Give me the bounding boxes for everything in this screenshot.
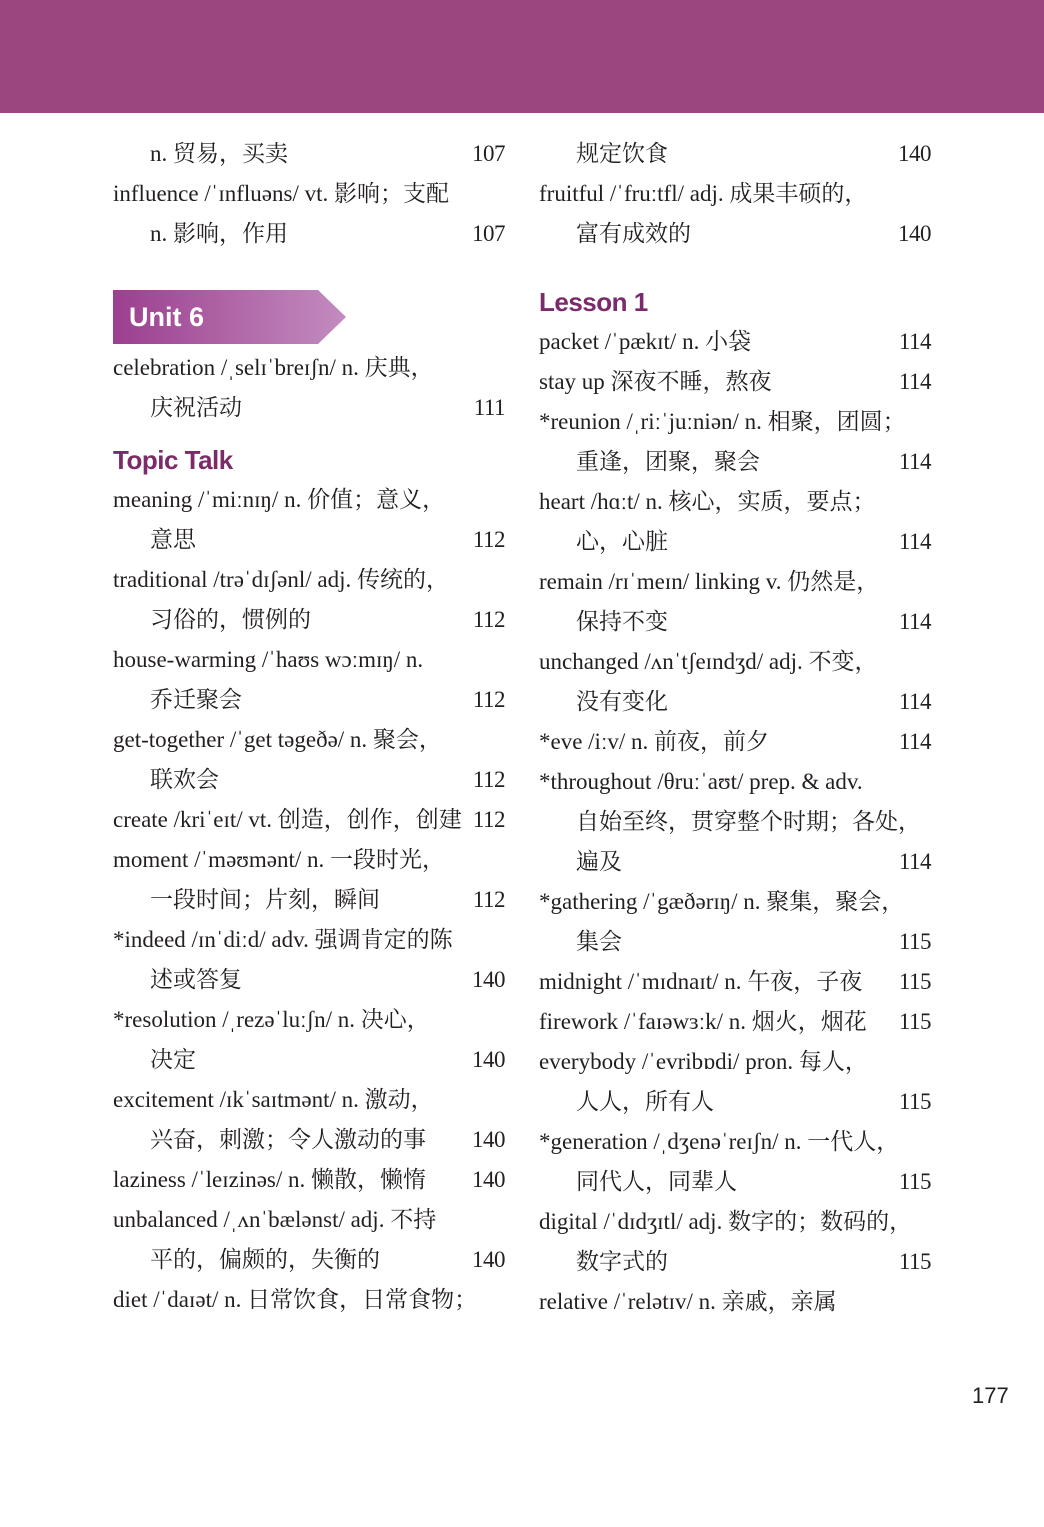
entry-text: stay up 深夜不睡，熬夜	[539, 369, 772, 394]
page-ref: 112	[472, 527, 505, 552]
page-ref: 140	[472, 1047, 505, 1072]
entry-text: moment /ˈməʊmənt/ n. 一段时光，	[113, 847, 446, 872]
glossary-entry	[113, 134, 505, 174]
page-ref: 107	[472, 221, 505, 246]
entry-text: *generation /ˌdʒenəˈreɪʃn/ n. 一代人，	[539, 1129, 900, 1154]
entry-text: 决定	[150, 1047, 196, 1072]
glossary-entry	[539, 362, 931, 402]
glossary-entry	[539, 842, 931, 882]
page-ref: 140	[898, 141, 931, 166]
glossary-entry	[539, 642, 931, 682]
entry-text: unchanged /ʌnˈtʃeɪndʒd/ adj. 不变，	[539, 649, 878, 674]
glossary-entry	[113, 880, 505, 920]
page-ref: 114	[898, 729, 931, 754]
glossary-entry	[113, 800, 505, 840]
entry-text: 没有变化	[576, 689, 668, 714]
glossary-entry	[539, 1282, 931, 1322]
glossary-entry	[539, 174, 931, 214]
entry-text: laziness /ˈleɪzinəs/ n. 懒散，懒惰	[113, 1167, 426, 1192]
glossary-entry	[113, 1120, 505, 1160]
glossary-entry	[539, 1002, 931, 1042]
page-ref: 114	[898, 529, 931, 554]
entry-text: fruitful /ˈfruːtfl/ adj. 成果丰硕的，	[539, 181, 868, 206]
entry-text: 习俗的，惯例的	[150, 607, 311, 632]
entry-text: *reunion /ˌriːˈjuːniən/ n. 相聚，团圆；	[539, 409, 906, 434]
entry-text: firework /ˈfaɪəwɜːk/ n. 烟火，烟花	[539, 1009, 867, 1034]
page-ref: 111	[473, 395, 505, 420]
entry-text: 遍及	[576, 849, 622, 874]
entry-text: 一段时间；片刻，瞬间	[150, 887, 380, 912]
entry-text: *eve /iːv/ n. 前夜，前夕	[539, 729, 769, 754]
entry-text: celebration /ˌselɪˈbreɪʃn/ n. 庆典，	[113, 355, 434, 380]
right-column	[539, 134, 931, 1322]
glossary-entry	[113, 388, 505, 428]
entry-text: everybody /ˈevribɒdi/ pron. 每人，	[539, 1049, 868, 1074]
page-ref: 114	[898, 369, 931, 394]
glossary-entry	[539, 722, 931, 762]
glossary-entry	[539, 1242, 931, 1282]
glossary-entry	[113, 720, 505, 760]
unit-title: Unit 6	[129, 302, 205, 332]
lesson-1-list	[539, 322, 931, 1322]
glossary-entry	[539, 922, 931, 962]
glossary-entry	[113, 1000, 505, 1040]
entry-text: 富有成效的	[576, 221, 691, 246]
glossary-entry	[113, 1240, 505, 1280]
entry-text: n. 影响，作用	[150, 221, 288, 246]
glossary-entry	[113, 640, 505, 680]
glossary-entry	[539, 402, 931, 442]
header-band	[0, 0, 1044, 113]
page-ref: 140	[472, 1127, 505, 1152]
page-ref: 140	[472, 1247, 505, 1272]
entry-text: midnight /ˈmɪdnaɪt/ n. 午夜，子夜	[539, 969, 863, 994]
glossary-entry	[113, 214, 505, 254]
glossary-entry	[113, 520, 505, 560]
entry-text: 自始至终，贯穿整个时期；各处，	[576, 809, 921, 834]
page-number: 177	[972, 1383, 1009, 1408]
glossary-entry	[539, 1162, 931, 1202]
glossary-entry	[113, 1080, 505, 1120]
entry-text: meaning /ˈmiːnɪŋ/ n. 价值；意义，	[113, 487, 446, 512]
page-ref: 114	[898, 449, 931, 474]
entry-text: 乔迁聚会	[150, 687, 242, 712]
entry-text: 规定饮食	[576, 141, 668, 166]
page-ref: 140	[472, 1167, 505, 1192]
glossary-entry	[539, 682, 931, 722]
entry-text: 同代人，同辈人	[576, 1169, 737, 1194]
page-ref: 114	[898, 329, 931, 354]
glossary-entry	[113, 348, 505, 388]
page-ref: 112	[472, 807, 505, 832]
glossary-entry	[113, 480, 505, 520]
glossary-entry	[113, 960, 505, 1000]
glossary-entry	[539, 602, 931, 642]
page-ref: 140	[472, 967, 505, 992]
entry-text: 心，心脏	[576, 529, 668, 554]
entry-text: 重逢，团聚，聚会	[576, 449, 760, 474]
glossary-entry	[113, 1040, 505, 1080]
section-heading-topic-talk: Topic Talk	[113, 445, 233, 475]
page-ref: 112	[472, 887, 505, 912]
glossary-entry	[539, 762, 931, 802]
page-ref: 112	[472, 687, 505, 712]
glossary-entry	[113, 840, 505, 880]
entry-text: create /kriˈeɪt/ vt. 创造，创作，创建	[113, 807, 462, 832]
entry-text: 联欢会	[150, 767, 219, 792]
entry-text: diet /ˈdaɪət/ n. 日常饮食，日常食物；	[113, 1287, 478, 1312]
entry-text: *throughout /θruːˈaʊt/ prep. & adv.	[539, 769, 863, 794]
entry-text: 数字式的	[576, 1249, 668, 1274]
entry-text: heart /hɑːt/ n. 核心，实质，要点；	[539, 489, 876, 514]
glossary-entry	[539, 134, 931, 174]
entry-text: 保持不变	[576, 609, 668, 634]
entry-text: 庆祝活动	[150, 395, 242, 420]
page-ref: 115	[898, 1009, 931, 1034]
glossary-entry	[539, 1122, 931, 1162]
entry-text: *gathering /ˈgæðərɪŋ/ n. 聚集，聚会，	[539, 889, 905, 914]
page-ref: 115	[898, 1089, 931, 1114]
glossary-entry	[539, 1082, 931, 1122]
entry-text: get-together /ˈget təgeðə/ n. 聚会，	[113, 727, 442, 752]
page-ref: 114	[898, 689, 931, 714]
entry-text: 述或答复	[150, 967, 242, 992]
glossary-entry	[539, 442, 931, 482]
section-heading-lesson-1: Lesson 1	[539, 287, 648, 317]
entry-text: influence /ˈɪnfluəns/ vt. 影响；支配	[113, 181, 449, 206]
glossary-entry	[113, 600, 505, 640]
entry-text: 人人，所有人	[576, 1089, 714, 1114]
page-ref: 112	[472, 607, 505, 632]
glossary-entry	[113, 680, 505, 720]
glossary-entry	[113, 560, 505, 600]
entry-text: 集会	[576, 929, 622, 954]
entry-text: *indeed /ɪnˈdiːd/ adv. 强调肯定的陈	[113, 927, 453, 952]
glossary-entry	[539, 562, 931, 602]
entry-text: 兴奋，刺激；令人激动的事	[150, 1127, 426, 1152]
entry-text: traditional /trəˈdɪʃənl/ adj. 传统的，	[113, 567, 449, 592]
glossary-entry	[539, 482, 931, 522]
page-ref: 107	[472, 141, 505, 166]
glossary-entry	[539, 522, 931, 562]
entry-text: digital /ˈdɪdʒɪtl/ adj. 数字的；数码的，	[539, 1209, 913, 1234]
glossary-entry	[113, 920, 505, 960]
entry-text: *resolution /ˌrezəˈluːʃn/ n. 决心，	[113, 1007, 430, 1032]
glossary-entry	[539, 322, 931, 362]
page-ref: 140	[898, 221, 931, 246]
entry-text: packet /ˈpækɪt/ n. 小袋	[539, 329, 752, 354]
glossary-entry	[539, 214, 931, 254]
glossary-entry	[539, 802, 931, 842]
entry-text: excitement /ɪkˈsaɪtmənt/ n. 激动，	[113, 1087, 434, 1112]
glossary-entry	[539, 962, 931, 1002]
page-ref: 112	[472, 767, 505, 792]
page-ref: 114	[898, 849, 931, 874]
glossary-entry	[539, 882, 931, 922]
entry-text: house-warming /ˈhaʊs wɔːmɪŋ/ n.	[113, 647, 424, 672]
glossary-entry	[539, 1202, 931, 1242]
page-ref: 115	[898, 929, 931, 954]
glossary-entry	[113, 1160, 505, 1200]
glossary-entry	[113, 1200, 505, 1240]
page-ref: 115	[898, 1249, 931, 1274]
page-ref: 114	[898, 609, 931, 634]
left-column	[113, 134, 505, 1320]
entry-text: relative /ˈrelətɪv/ n. 亲戚，亲属	[539, 1289, 837, 1314]
topic-talk-list	[113, 480, 505, 1320]
glossary-entry	[539, 1042, 931, 1082]
page-ref: 115	[898, 1169, 931, 1194]
entry-text: 平的，偏颇的，失衡的	[150, 1247, 380, 1272]
glossary-entry	[113, 1280, 505, 1320]
glossary-entry	[113, 760, 505, 800]
entry-text: n. 贸易，买卖	[150, 141, 288, 166]
entry-text: remain /rɪˈmeɪn/ linking v. 仍然是，	[539, 569, 880, 594]
glossary-entry	[113, 174, 505, 214]
unit-banner	[113, 290, 346, 344]
entry-text: 意思	[150, 527, 196, 552]
page-ref: 115	[898, 969, 931, 994]
entry-text: unbalanced /ˌʌnˈbælənst/ adj. 不持	[113, 1207, 437, 1232]
